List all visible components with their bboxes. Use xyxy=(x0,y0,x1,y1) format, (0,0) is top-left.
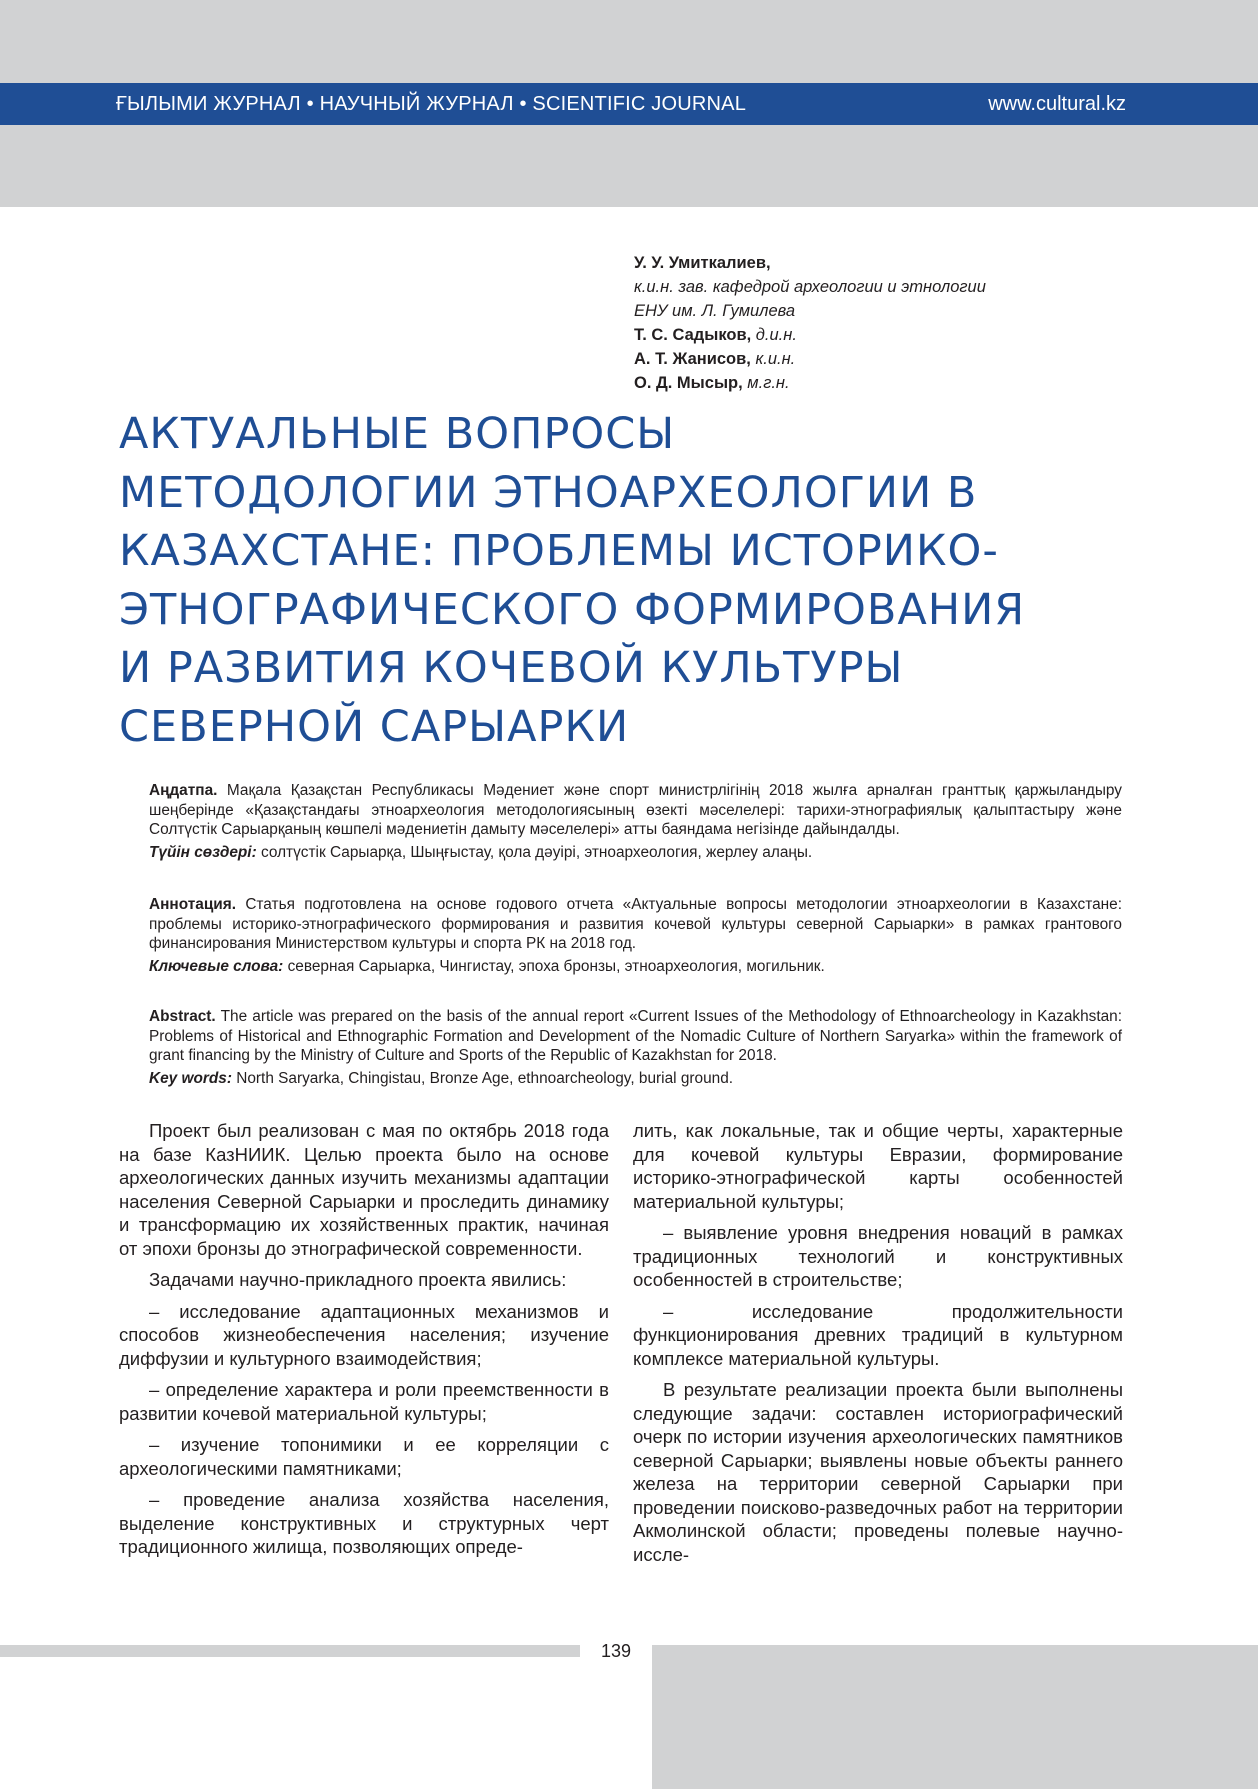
keywords-text: North Saryarka, Chingistau, Bronze Age, ethnoarcheology, burial ground. xyxy=(236,1069,734,1087)
abstract-text: Статья подготовлена на основе годового отчета «Актуальные вопросы методологии этноархеологии в Казахстане: проблемы историко-этнографического формирования и развития кочевой культуры северной Сарыарки» в рамках грантового финансирования Министерством культуры и спорта РК на 2018 год. xyxy=(149,896,1122,952)
title-line: И РАЗВИТИЯ КОЧЕВОЙ КУЛЬТУРЫ xyxy=(119,643,904,693)
website-link[interactable]: www.cultural.kz xyxy=(988,93,1126,115)
author-name: У. У. Умиткалиев, xyxy=(634,254,771,272)
title-line: АКТУАЛЬНЫЕ ВОПРОСЫ xyxy=(119,409,676,459)
title-line: СЕВЕРНОЙ САРЫАРКИ xyxy=(119,701,630,752)
abstract-russian xyxy=(119,895,1122,976)
body-column-right xyxy=(633,1119,1123,1574)
abstract-label: Аннотация. xyxy=(149,896,237,913)
author-name: О. Д. Мысыр, xyxy=(634,374,743,392)
author-name: А. Т. Жанисов, xyxy=(634,350,751,368)
author-degree: к.и.н. xyxy=(755,350,796,368)
title-line: МЕТОДОЛОГИИ ЭТНОАРХЕОЛОГИИ В xyxy=(119,467,978,518)
keywords-label: Key words: xyxy=(149,1069,232,1087)
body-paragraph: Проект был реализован с мая по октябрь 2018 года на базе КазНИИК. Целью проекта было на основе археологических данных изучить механизмы адаптации населения Северной Сарыарки и проследить динамику и трансформацию их хозяйственных практик, начиная от эпохи бронзы до этнографической современности. xyxy=(119,1120,609,1259)
author-block xyxy=(634,251,1154,395)
author-affiliation: ЕНУ им. Л. Гумилева xyxy=(634,302,796,320)
abstract-label: Abstract. xyxy=(149,1008,216,1025)
abstract-english xyxy=(119,1007,1122,1088)
body-paragraph: лить, как локальные, так и общие черты, характерные для кочевой культуры Евразии, формирование историко-этнографической карты особенностей материальной культуры; xyxy=(633,1120,1123,1212)
title-line: ЭТНОГРАФИЧЕСКОГО ФОРМИРОВАНИЯ xyxy=(119,584,1026,635)
author-degree: м.г.н. xyxy=(747,374,790,392)
body-list-item: – выявление уровня внедрения новаций в рамках традиционных технологий и конструктивных особенностей в строительстве; xyxy=(633,1222,1123,1290)
title-line: КАЗАХСТАНЕ: ПРОБЛЕМЫ ИСТОРИКО- xyxy=(119,526,999,576)
author-degree: д.и.н. xyxy=(755,326,797,344)
keywords-label: Түйін сөздері: xyxy=(149,843,257,861)
abstract-text: The article was prepared on the basis of the annual report «Current Issues of the Methodology of Ethnoarcheology in Kazakhstan: Problems of Historical and Ethnographic Formation and Development of the Nomadic Culture of Northern Saryarka» within the framework of grant financing by the Ministry of Culture and Sports of the Republic of Kazakhstan for 2018. xyxy=(149,1008,1123,1064)
body-column-left xyxy=(119,1119,609,1567)
abstract-label: Аңдатпа. xyxy=(149,782,218,799)
article-title xyxy=(119,405,1159,756)
body-paragraph: Задачами научно-прикладного проекта явились: xyxy=(149,1269,567,1290)
keywords-text: солтүстік Сарыарқа, Шыңғыстау, қола дәуірі, этноархеология, жерлеу алаңы. xyxy=(260,843,813,861)
journal-name: ҒЫЛЫМИ ЖУРНАЛ • НАУЧНЫЙ ЖУРНАЛ • SCIENTIFIC JOURNAL xyxy=(116,93,747,115)
body-paragraph: В результате реализации проекта были выполнены следующие задачи: составлен историографический очерк по истории изучения археологических памятников северной Сарыарки; выявлены новые объекты раннего железа на территории северной Сарыарки при проведении поисково-разведочных работ на территории Акмолинской области; проведены полевые научно-иссле- xyxy=(633,1379,1123,1565)
journal-banner xyxy=(0,83,1258,125)
keywords-text: северная Сарыарка, Чингистау, эпоха бронзы, этноархеология, могильник. xyxy=(287,957,825,975)
body-list-item: – изучение топонимики и ее корреляции с археологическими памятниками; xyxy=(119,1434,609,1479)
body-list-item: – определение характера и роли преемственности в развитии кочевой материальной культуры; xyxy=(119,1379,609,1424)
body-list-item: – исследование адаптационных механизмов и способов жизнеобеспечения населения; изучение диффузии и культурного взаимодействия; xyxy=(119,1300,609,1369)
keywords-label: Ключевые слова: xyxy=(149,957,284,975)
footer-band-right xyxy=(652,1645,1258,1789)
abstract-kazakh xyxy=(119,781,1122,862)
author-name: Т. С. Садыков, xyxy=(634,326,752,344)
author-position: к.и.н. зав. кафедрой археологии и этнологии xyxy=(634,278,986,296)
footer-band-left xyxy=(0,1645,580,1657)
abstract-text: Мақала Қазақстан Республикасы Мәдениет және спорт министрлігінің 2018 жылға арналған гранттық қаржыландыру шеңберінде «Қазақстандағы этноархеология методологиясының өзекті мәселелері: тарихи-этнографиялық қалыптастыру және Солтүстік Сарыарқаның көшпелі мәдениетін дамыту мәселелері» атты баяндама негізінде дайындалды. xyxy=(149,782,1123,838)
body-list-item: – проведение анализа хозяйства населения, выделение конструктивных и структурных черт традиционного жилища, позволяющих опреде- xyxy=(119,1489,609,1557)
body-list-item: – исследование продолжительности функционирования древних традиций в культурном комплексе материальной культуры. xyxy=(633,1300,1123,1369)
page-number: 139 xyxy=(600,1641,632,1661)
